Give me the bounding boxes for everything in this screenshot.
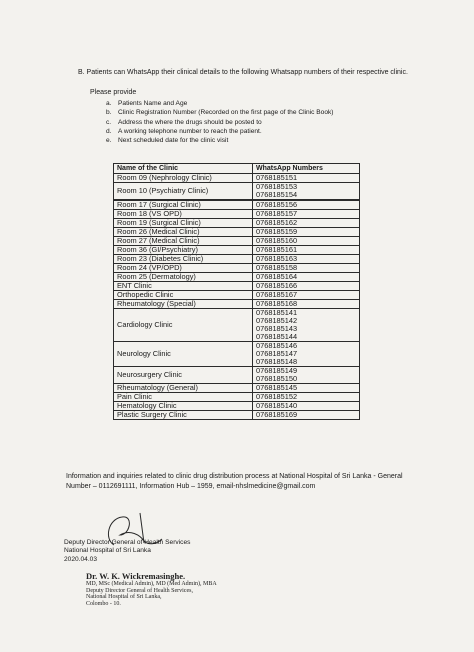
whatsapp-number: 0768185147 bbox=[256, 349, 298, 358]
list-item: c. Address the where the drugs should be posted to bbox=[106, 118, 262, 126]
whatsapp-number: 0768185140 bbox=[256, 401, 298, 410]
clinic-name-cell: Hematology Clinic bbox=[114, 402, 253, 411]
clinic-whatsapp-table bbox=[113, 163, 360, 420]
signoff-title: Deputy Director General of Health Services bbox=[64, 539, 191, 546]
signoff-date: 2020.04.03 bbox=[64, 555, 98, 563]
intro-text: B. Patients can WhatsApp their clinical details to the following Whatsapp numbers of their respective clinic. bbox=[78, 69, 408, 76]
table-row bbox=[114, 411, 360, 420]
stamp-name: Dr. W. K. Wickremasinghe. bbox=[86, 571, 186, 581]
header-whatsapp-numbers: WhatsApp Numbers bbox=[253, 164, 360, 174]
whatsapp-number: 0768185145 bbox=[256, 383, 298, 392]
whatsapp-number-cell bbox=[253, 183, 360, 201]
list-item: d. A working telephone number to reach the patient. bbox=[106, 127, 262, 135]
clinic-name-cell: Room 17 (Surgical Clinic) bbox=[114, 200, 253, 210]
whatsapp-number: 0768185157 bbox=[256, 209, 298, 218]
signoff-block bbox=[64, 539, 190, 564]
whatsapp-number: 0768185149 bbox=[256, 366, 298, 375]
whatsapp-number: 0768185150 bbox=[256, 374, 298, 383]
table-row bbox=[114, 174, 360, 183]
whatsapp-number-cell bbox=[253, 411, 360, 420]
stamp-org: National Hospital of Sri Lanka, bbox=[86, 594, 162, 601]
clinic-name-cell: Cardiology Clinic bbox=[114, 309, 253, 342]
clinic-name-cell: Pain Clinic bbox=[114, 393, 253, 402]
clinic-name-cell: Room 24 (VP/OPD) bbox=[114, 264, 253, 273]
official-stamp bbox=[86, 571, 217, 607]
clinic-name-cell: ENT Clinic bbox=[114, 282, 253, 291]
stamp-city: Colombo - 10. bbox=[86, 600, 121, 607]
whatsapp-number: 0768185156 bbox=[256, 200, 298, 209]
whatsapp-number: 0768185161 bbox=[256, 245, 298, 254]
whatsapp-number: 0768185141 bbox=[256, 308, 298, 317]
whatsapp-number: 0768185167 bbox=[256, 290, 298, 299]
signoff-org: National Hospital of Sri Lanka bbox=[64, 547, 151, 555]
whatsapp-number: 0768185148 bbox=[256, 357, 298, 366]
clinic-name-cell: Room 23 (Diabetes Clinic) bbox=[114, 255, 253, 264]
whatsapp-number-cell bbox=[253, 342, 360, 367]
clinic-name-cell: Neurosurgery Clinic bbox=[114, 367, 253, 384]
clinic-name-cell: Rheumatology (General) bbox=[114, 384, 253, 393]
inquiry-info: Information and inquiries related to clinic drug distribution process at National Hospital of Sri Lanka - General Number – 0112691111, Information Hub – 1959, email-nhslmedicine@gmail.com bbox=[66, 473, 403, 490]
whatsapp-number: 0768185146 bbox=[256, 341, 298, 350]
intro-paragraph bbox=[78, 68, 408, 77]
whatsapp-number: 0768185162 bbox=[256, 218, 298, 227]
clinic-name-cell: Neurology Clinic bbox=[114, 342, 253, 367]
required-details-list bbox=[106, 99, 334, 145]
clinic-name-cell: Room 09 (Nephrology Clinic) bbox=[114, 174, 253, 183]
table-row bbox=[114, 300, 360, 309]
table-row bbox=[114, 342, 360, 367]
whatsapp-number: 0768185168 bbox=[256, 299, 298, 308]
header-clinic-name: Name of the Clinic bbox=[114, 164, 253, 174]
whatsapp-number: 0768185164 bbox=[256, 272, 298, 281]
whatsapp-number: 0768185163 bbox=[256, 254, 298, 263]
stamp-title: Deputy Director General of Health Services, bbox=[86, 587, 193, 594]
whatsapp-number-cell bbox=[253, 367, 360, 384]
stamp-qualifications: MD, MSc (Medical Admin), MD (Med Admin), MBA bbox=[86, 581, 217, 587]
whatsapp-number: 0768185151 bbox=[256, 173, 298, 182]
clinic-name-cell: Room 10 (Psychiatry Clinic) bbox=[114, 183, 253, 201]
whatsapp-number-cell bbox=[253, 309, 360, 342]
whatsapp-number: 0768185154 bbox=[256, 190, 298, 199]
clinic-name-cell: Plastic Surgery Clinic bbox=[114, 411, 253, 420]
list-item: e. Next scheduled date for the clinic visit bbox=[106, 137, 229, 145]
table-row bbox=[114, 183, 360, 201]
whatsapp-number: 0768185160 bbox=[256, 236, 298, 245]
whatsapp-number: 0768185142 bbox=[256, 316, 298, 325]
list-item: a. Patients Name and Age bbox=[106, 100, 188, 107]
whatsapp-number: 0768185169 bbox=[256, 410, 298, 419]
clinic-name-cell: Rheumatology (Special) bbox=[114, 300, 253, 309]
whatsapp-number: 0768185166 bbox=[256, 281, 298, 290]
clinic-name-cell: Room 26 (Medical Clinic) bbox=[114, 228, 253, 237]
clinic-name-cell: Room 27 (Medical Clinic) bbox=[114, 237, 253, 246]
table-row bbox=[114, 309, 360, 342]
whatsapp-number: 0768185143 bbox=[256, 324, 298, 333]
whatsapp-number: 0768185159 bbox=[256, 227, 298, 236]
clinic-name-cell: Orthopedic Clinic bbox=[114, 291, 253, 300]
table-row bbox=[114, 367, 360, 384]
clinic-name-cell: Room 18 (VS OPD) bbox=[114, 210, 253, 219]
clinic-name-cell: Room 25 (Dermatology) bbox=[114, 273, 253, 282]
table-header-row bbox=[114, 164, 360, 174]
whatsapp-number: 0768185144 bbox=[256, 332, 298, 341]
clinic-name-cell: Room 36 (GI/Psychiatry) bbox=[114, 246, 253, 255]
clinic-name-cell: Room 19 (Surgical Clinic) bbox=[114, 219, 253, 228]
list-item: b. Clinic Registration Number (Recorded on the first page of the Clinic Book) bbox=[106, 109, 334, 117]
whatsapp-number: 0768185152 bbox=[256, 392, 298, 401]
whatsapp-number: 0768185158 bbox=[256, 263, 298, 272]
whatsapp-number: 0768185153 bbox=[256, 182, 298, 191]
please-provide: Please provide bbox=[90, 89, 137, 96]
